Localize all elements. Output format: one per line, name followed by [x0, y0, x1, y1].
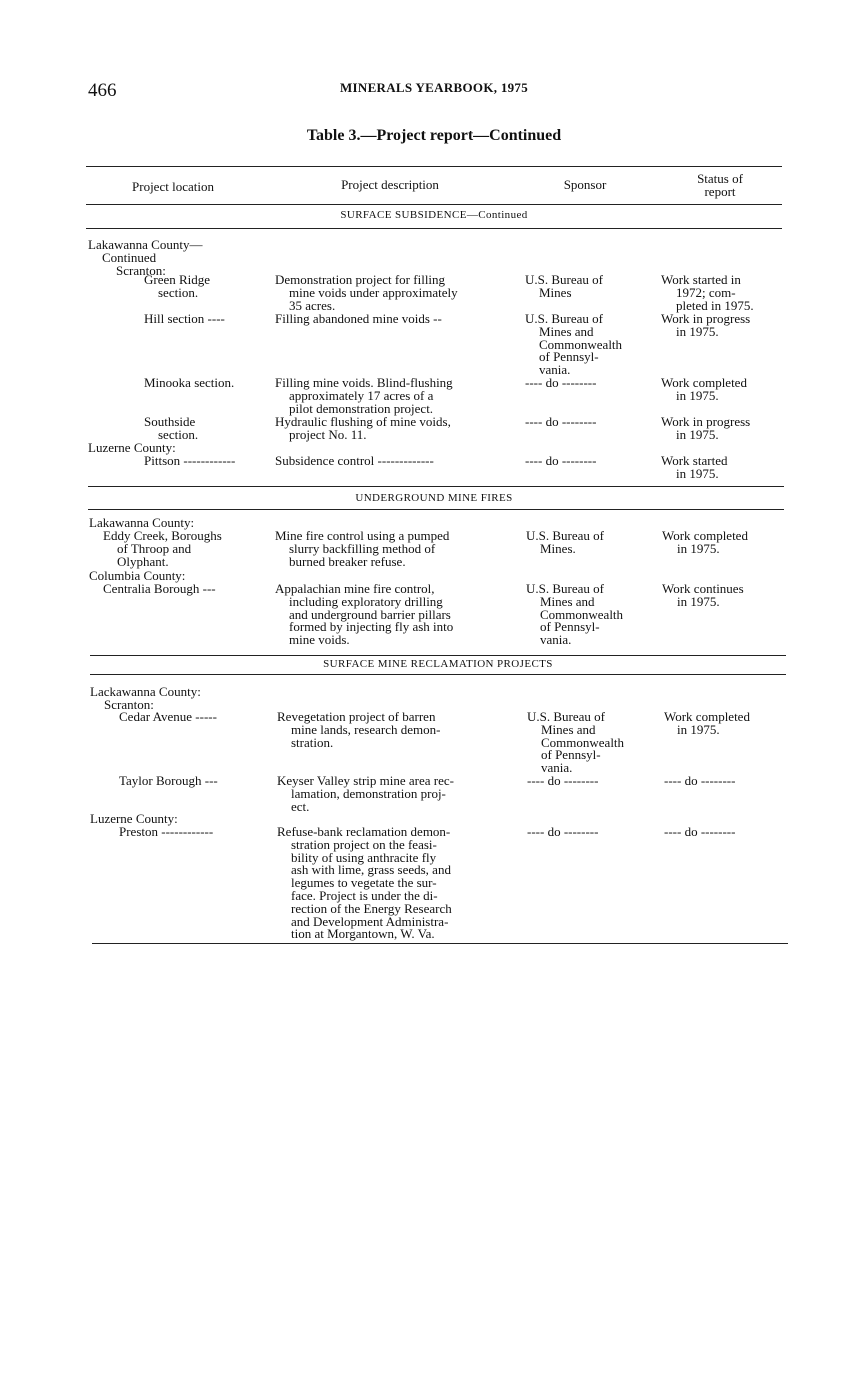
sponsor-cell: Mines and: [540, 593, 595, 609]
col-header-status-line: report: [704, 184, 736, 199]
description-cell: mine lands, research demon-: [291, 721, 441, 737]
running-head: MINERALS YEARBOOK, 1975: [339, 80, 529, 95]
location-cell: Eddy Creek, Boroughs: [103, 528, 222, 543]
status-cell: in 1975.: [676, 465, 719, 481]
sponsor-cell: Mines.: [540, 540, 576, 556]
col-header-sponsor: Sponsor: [563, 177, 607, 192]
section-heading: UNDERGROUND MINE FIRES: [355, 492, 513, 504]
description-cell: pilot demonstration project.: [289, 400, 434, 416]
description-cell: and Development Administra-: [291, 913, 449, 929]
description-cell: Revegetation project of barren: [277, 709, 436, 724]
sponsor-cell: U.S. Bureau of: [526, 528, 604, 543]
county-label: Lackawanna County:: [90, 684, 201, 699]
description-cell: approximately 17 acres of a: [289, 387, 434, 403]
description-cell: Filling abandoned mine voids --: [275, 311, 442, 326]
status-cell: ---- do --------: [664, 773, 736, 788]
status-cell: in 1975.: [677, 540, 720, 556]
description-cell: mine voids.: [289, 632, 350, 648]
table-bottom-rule: [92, 943, 788, 944]
sponsor-cell: vania.: [539, 362, 571, 378]
description-cell: Refuse-bank reclamation demon-: [277, 824, 451, 839]
status-cell: Work completed: [662, 528, 748, 543]
table-top-rule: [86, 166, 782, 167]
sponsor-cell: of Pennsyl-: [541, 747, 601, 763]
sponsor-cell: ---- do --------: [525, 375, 597, 390]
county-label: Scranton:: [116, 262, 166, 278]
col-header-description: Project description: [341, 177, 439, 192]
description-cell: Appalachian mine fire control,: [275, 581, 435, 596]
header-bottom-rule: [86, 204, 782, 205]
location-cell: section.: [158, 426, 199, 442]
description-cell: bility of using anthracite fly: [291, 849, 437, 865]
section-rule: [88, 509, 784, 510]
status-cell: Work started in: [661, 272, 741, 287]
section-rule: [90, 655, 786, 656]
sponsor-cell: Commonwealth: [541, 734, 625, 750]
col-header-status-line: Status of: [697, 171, 743, 186]
status-cell: pleted in 1975.: [676, 297, 754, 313]
status-cell: in 1975.: [677, 721, 720, 737]
sponsor-cell: ---- do --------: [527, 773, 599, 788]
status-cell: Work completed: [661, 375, 747, 390]
county-label: Luzerne County:: [90, 811, 178, 826]
description-cell: including exploratory drilling: [289, 593, 443, 609]
location-cell: of Throop and: [117, 540, 192, 556]
location-cell: Green Ridge: [144, 272, 211, 287]
sponsor-cell: of Pennsyl-: [539, 349, 599, 365]
status-cell: in 1975.: [676, 323, 719, 339]
status-cell: Work started: [661, 453, 728, 468]
description-cell: Keyser Valley strip mine area rec-: [277, 773, 454, 788]
county-label: Columbia County:: [89, 568, 186, 583]
status-cell: Work in progress: [661, 311, 751, 326]
location-cell: Centralia Borough ---: [103, 581, 216, 596]
county-label: Lakawanna County:: [89, 515, 195, 530]
description-cell: project No. 11.: [289, 426, 367, 442]
location-cell: Cedar Avenue -----: [119, 709, 217, 724]
status-cell: in 1975.: [676, 387, 719, 403]
description-cell: legumes to vegetate the sur-: [291, 875, 437, 891]
description-cell: rection of the Energy Research: [291, 900, 452, 916]
description-cell: ash with lime, grass seeds, and: [291, 862, 451, 878]
description-cell: formed by injecting fly ash into: [289, 619, 454, 635]
description-cell: stration.: [291, 734, 334, 750]
location-cell: Minooka section.: [144, 375, 235, 390]
sponsor-cell: U.S. Bureau of: [527, 709, 605, 724]
county-label: Lakawanna County—: [88, 237, 203, 252]
sponsor-cell: U.S. Bureau of: [525, 311, 603, 326]
col-header-status: [670, 172, 770, 198]
description-cell: and underground barrier pillars: [289, 606, 451, 622]
description-cell: Filling mine voids. Blind-flushing: [275, 375, 453, 390]
location-cell: Pittson ------------: [144, 453, 236, 468]
table-title: Table 3.—Project report—Continued: [306, 127, 562, 144]
description-cell: stration project on the feasi-: [291, 836, 437, 852]
sponsor-cell: Commonwealth: [540, 606, 624, 622]
location-cell: section.: [158, 284, 199, 300]
location-cell: Hill section ----: [144, 311, 225, 326]
status-cell: Work completed: [664, 709, 750, 724]
sponsor-cell: Mines: [539, 284, 572, 300]
location-cell: Olyphant.: [117, 553, 169, 569]
description-cell: ect.: [291, 798, 310, 814]
description-cell: Mine fire control using a pumped: [275, 528, 450, 543]
section-rule: [88, 486, 784, 487]
page-number: 466: [88, 80, 117, 101]
description-cell: lamation, demonstration proj-: [291, 785, 446, 801]
description-cell: face. Project is under the di-: [291, 888, 438, 903]
section-rule: [86, 228, 782, 229]
sponsor-cell: Mines and: [539, 323, 594, 339]
sponsor-cell: ---- do --------: [525, 414, 597, 429]
sponsor-cell: U.S. Bureau of: [526, 581, 604, 596]
description-cell: Demonstration project for filling: [275, 272, 446, 287]
sponsor-cell: Commonwealth: [539, 336, 623, 352]
sponsor-cell: U.S. Bureau of: [525, 272, 603, 287]
sponsor-cell: Mines and: [541, 721, 596, 737]
description-cell: tion at Morgantown, W. Va.: [291, 926, 435, 942]
sponsor-cell: vania.: [540, 632, 572, 648]
sponsor-cell: vania.: [541, 760, 573, 776]
description-cell: slurry backfilling method of: [289, 540, 436, 556]
section-heading: SURFACE SUBSIDENCE—Continued: [340, 209, 528, 221]
sponsor-cell: ---- do --------: [525, 453, 597, 468]
description-cell: 35 acres.: [289, 297, 336, 313]
location-cell: Preston ------------: [119, 824, 214, 839]
location-cell: Taylor Borough ---: [119, 773, 218, 788]
status-cell: in 1975.: [676, 426, 719, 442]
col-header-location: Project location: [132, 179, 214, 194]
section-heading: SURFACE MINE RECLAMATION PROJECTS: [323, 658, 553, 670]
section-rule: [90, 674, 786, 675]
status-cell: Work continues: [662, 581, 744, 596]
status-cell: Work in progress: [661, 414, 751, 429]
status-cell: ---- do --------: [664, 824, 736, 839]
description-cell: Hydraulic flushing of mine voids,: [275, 414, 451, 429]
status-cell: in 1975.: [677, 593, 720, 609]
county-label: Scranton:: [104, 696, 154, 712]
description-cell: Subsidence control -------------: [275, 453, 434, 468]
sponsor-cell: ---- do --------: [527, 824, 599, 839]
location-cell: Southside: [144, 414, 196, 429]
county-label: Continued: [102, 249, 157, 265]
sponsor-cell: of Pennsyl-: [540, 619, 600, 635]
description-cell: burned breaker refuse.: [289, 553, 406, 569]
description-cell: mine voids under approximately: [289, 284, 458, 300]
county-label: Luzerne County:: [88, 440, 176, 455]
status-cell: 1972; com-: [676, 284, 736, 300]
